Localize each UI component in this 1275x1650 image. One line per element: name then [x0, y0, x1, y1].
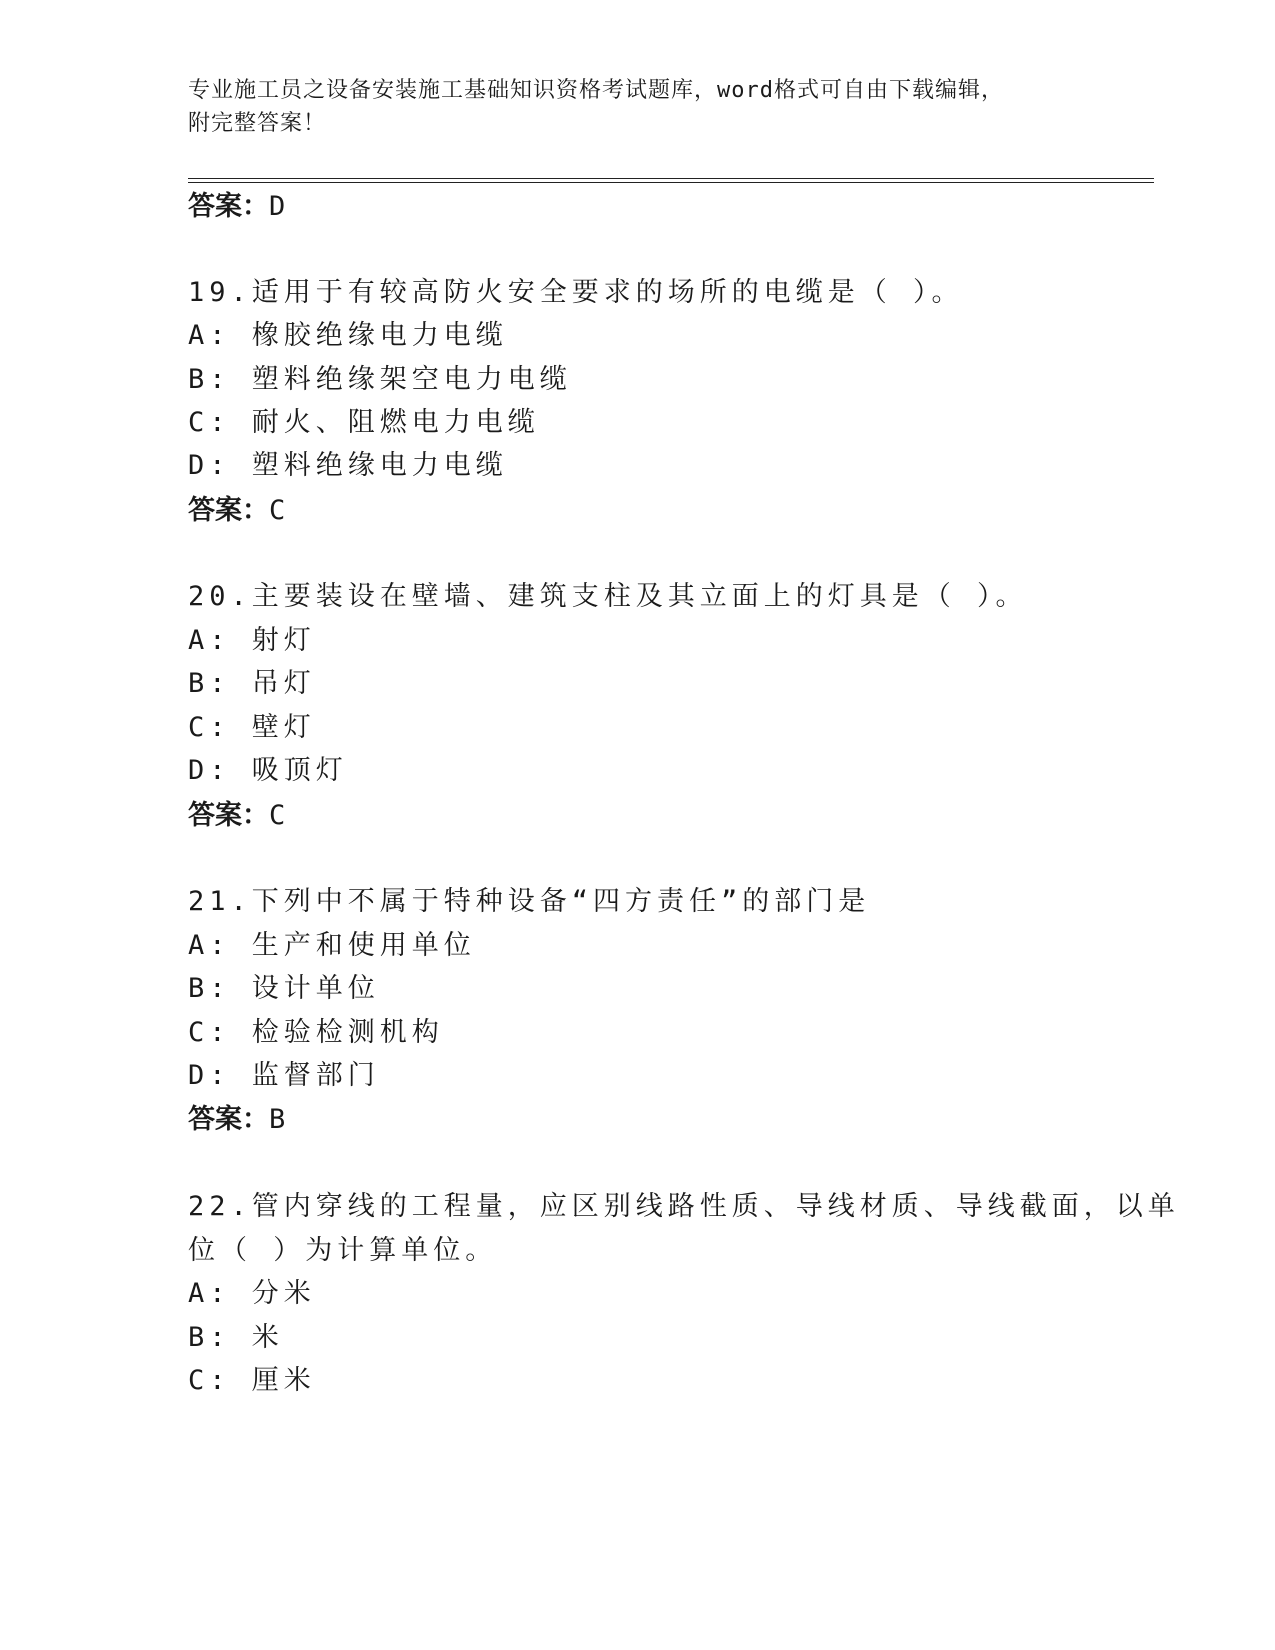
question-number: 21.: [188, 886, 252, 917]
option-key: A:: [188, 1278, 231, 1309]
option-text: 监督部门: [251, 1060, 380, 1091]
question-stem-continued: 位（ ）为计算单位。: [188, 1235, 498, 1266]
option-text: 射灯: [251, 625, 316, 656]
question-text: 适用于有较高防火安全要求的场所的电缆是（ ）。: [251, 277, 964, 308]
option-b: [188, 363, 572, 397]
option-d: [188, 449, 508, 483]
answer-label: 答案：: [188, 1104, 269, 1135]
option-c: [188, 711, 316, 745]
option-text: 检验检测机构: [251, 1017, 444, 1048]
answer-label: 答案：: [188, 800, 269, 831]
option-text: 橡胶绝缘电力电缆: [251, 320, 508, 351]
question-text: 下列中不属于特种设备“四方责任”的部门是: [251, 886, 871, 917]
option-a: [188, 1277, 316, 1311]
question-number: 22.: [188, 1191, 252, 1222]
option-c: [188, 1016, 444, 1050]
option-c: [188, 406, 540, 440]
answer-value: C: [269, 800, 286, 831]
option-text: 耐火、阻燃电力电缆: [251, 407, 540, 438]
option-key: B:: [188, 364, 231, 395]
option-b: [188, 667, 316, 701]
option-a: [188, 929, 476, 963]
question-stem: [188, 276, 964, 310]
option-text: 塑料绝缘架空电力电缆: [251, 364, 572, 395]
option-text: 塑料绝缘电力电缆: [251, 450, 508, 481]
option-key: C:: [188, 1017, 231, 1048]
option-key: C:: [188, 1365, 231, 1396]
answer-label: 答案：: [188, 191, 269, 222]
answer-line: [188, 494, 285, 528]
question-number: 19.: [188, 277, 252, 308]
option-b: [188, 972, 380, 1006]
option-key: A:: [188, 320, 231, 351]
header-divider-top: [188, 178, 1154, 179]
option-text: 生产和使用单位: [251, 930, 476, 961]
answer-line: [188, 1103, 285, 1137]
question-text: 管内穿线的工程量，应区别线路性质、导线材质、导线截面，以单: [251, 1191, 1180, 1222]
answer-value: C: [269, 495, 286, 526]
question-number: 20.: [188, 581, 252, 612]
option-text: 设计单位: [251, 973, 380, 1004]
option-b: [188, 1321, 284, 1355]
answer-value: B: [269, 1104, 286, 1135]
answer-value: D: [269, 191, 286, 222]
question-stem: [188, 885, 870, 919]
header-divider-bottom: [188, 182, 1154, 183]
option-key: A:: [188, 625, 231, 656]
question-stem: [188, 1190, 1180, 1224]
option-key: D:: [188, 755, 231, 786]
header-line-1: 专业施工员之设备安装施工基础知识资格考试题库，word格式可自由下载编辑，: [188, 78, 1004, 103]
option-key: B:: [188, 1322, 231, 1353]
option-key: B:: [188, 973, 231, 1004]
option-text: 吸顶灯: [251, 755, 348, 786]
question-text: 主要装设在壁墙、建筑支柱及其立面上的灯具是（ ）。: [251, 581, 1028, 612]
answer-label: 答案：: [188, 495, 269, 526]
option-a: [188, 319, 508, 353]
answer-line: [188, 190, 285, 224]
option-text: 分米: [251, 1278, 316, 1309]
question-stem: [188, 580, 1028, 614]
option-text: 厘米: [251, 1365, 316, 1396]
option-key: B:: [188, 668, 231, 699]
option-key: C:: [188, 407, 231, 438]
option-key: D:: [188, 450, 231, 481]
option-text: 壁灯: [251, 712, 316, 743]
option-d: [188, 1059, 380, 1093]
option-key: D:: [188, 1060, 231, 1091]
option-text: 米: [251, 1322, 284, 1353]
option-text: 吊灯: [251, 668, 316, 699]
document-header: [188, 74, 1088, 140]
header-line-2: 附完整答案！: [188, 111, 327, 136]
answer-line: [188, 799, 285, 833]
option-key: C:: [188, 712, 231, 743]
option-c: [188, 1364, 316, 1398]
option-key: A:: [188, 930, 231, 961]
option-a: [188, 624, 316, 658]
option-d: [188, 754, 348, 788]
